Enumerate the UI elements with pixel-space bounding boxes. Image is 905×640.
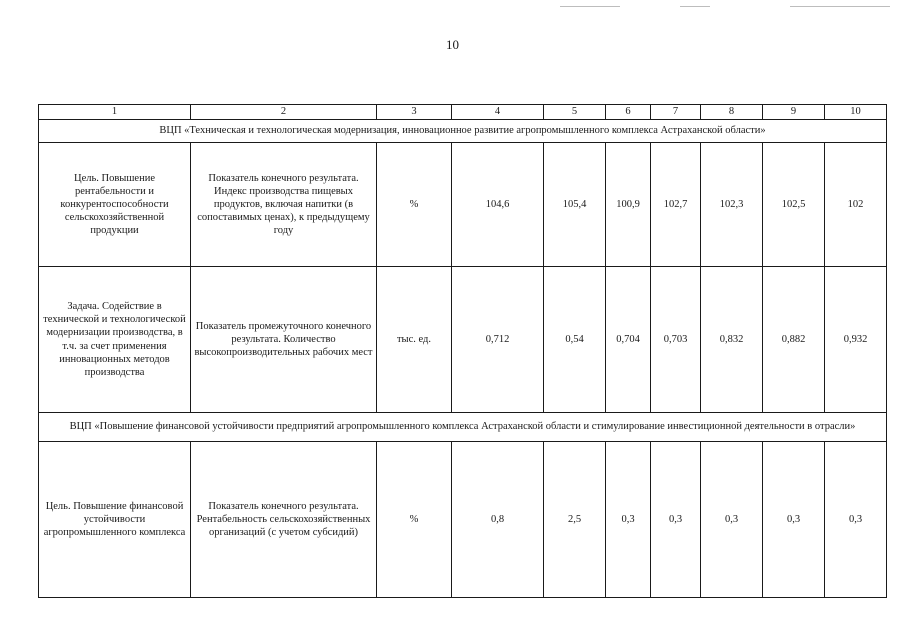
table-row	[39, 442, 887, 598]
column-header: 4	[452, 105, 544, 120]
value-cell: 0,703	[651, 267, 701, 413]
table-row	[39, 143, 887, 267]
value-cell: 102,5	[763, 143, 825, 267]
column-header: 1	[39, 105, 191, 120]
unit-cell: %	[377, 442, 452, 598]
value-cell: 0,832	[701, 267, 763, 413]
goal-cell: Цель. Повышение рентабельности и конкурентоспособности сельскохозяйственной продукции	[39, 143, 191, 267]
column-header: 10	[825, 105, 887, 120]
column-header: 7	[651, 105, 701, 120]
value-cell: 0,3	[825, 442, 887, 598]
program-title: ВЦП «Техническая и технологическая модернизация, инновационное развитие агропромышленного комплекса Астраханской области»	[39, 120, 887, 143]
unit-cell: тыс. ед.	[377, 267, 452, 413]
indicator-cell: Показатель конечного результата. Индекс производства пищевых продуктов, включая напитки (в сопоставимых ценах), к предыдущему году	[191, 143, 377, 267]
scan-artifact-line	[790, 6, 890, 7]
value-cell: 0,3	[606, 442, 651, 598]
value-cell: 0,3	[651, 442, 701, 598]
column-header: 3	[377, 105, 452, 120]
value-cell: 0,3	[701, 442, 763, 598]
value-cell: 102,3	[701, 143, 763, 267]
indicators-table	[38, 104, 887, 598]
value-cell: 102	[825, 143, 887, 267]
column-header: 2	[191, 105, 377, 120]
column-header: 9	[763, 105, 825, 120]
table-header-row	[39, 105, 887, 120]
value-cell: 2,5	[544, 442, 606, 598]
value-cell: 0,882	[763, 267, 825, 413]
program-title: ВЦП «Повышение финансовой устойчивости предприятий агропромышленного комплекса Астраханской области и стимулирование инвестиционной деятельности в отрасли»	[39, 413, 887, 442]
table-row	[39, 267, 887, 413]
value-cell: 0,712	[452, 267, 544, 413]
value-cell: 0,3	[763, 442, 825, 598]
program-title-row	[39, 413, 887, 442]
value-cell: 0,932	[825, 267, 887, 413]
value-cell: 0,54	[544, 267, 606, 413]
value-cell: 100,9	[606, 143, 651, 267]
unit-cell: %	[377, 143, 452, 267]
indicator-cell: Показатель промежуточного конечного результата. Количество высокопроизводительных рабочих мест	[191, 267, 377, 413]
program-title-row	[39, 120, 887, 143]
column-header: 8	[701, 105, 763, 120]
goal-cell: Цель. Повышение финансовой устойчивости агропромышленного комплекса	[39, 442, 191, 598]
value-cell: 105,4	[544, 143, 606, 267]
value-cell: 0,8	[452, 442, 544, 598]
indicator-cell: Показатель конечного результата. Рентабельность сельскохозяйственных организаций (с учетом субсидий)	[191, 442, 377, 598]
value-cell: 102,7	[651, 143, 701, 267]
value-cell: 104,6	[452, 143, 544, 267]
scan-artifact-line	[560, 6, 620, 7]
scan-artifact-line	[680, 6, 710, 7]
task-cell: Задача. Содействие в технической и технологической модернизации производства, в т.ч. за счет применения инновационных методов производства	[39, 267, 191, 413]
column-header: 6	[606, 105, 651, 120]
value-cell: 0,704	[606, 267, 651, 413]
column-header: 5	[544, 105, 606, 120]
page-number: 10	[446, 37, 459, 52]
